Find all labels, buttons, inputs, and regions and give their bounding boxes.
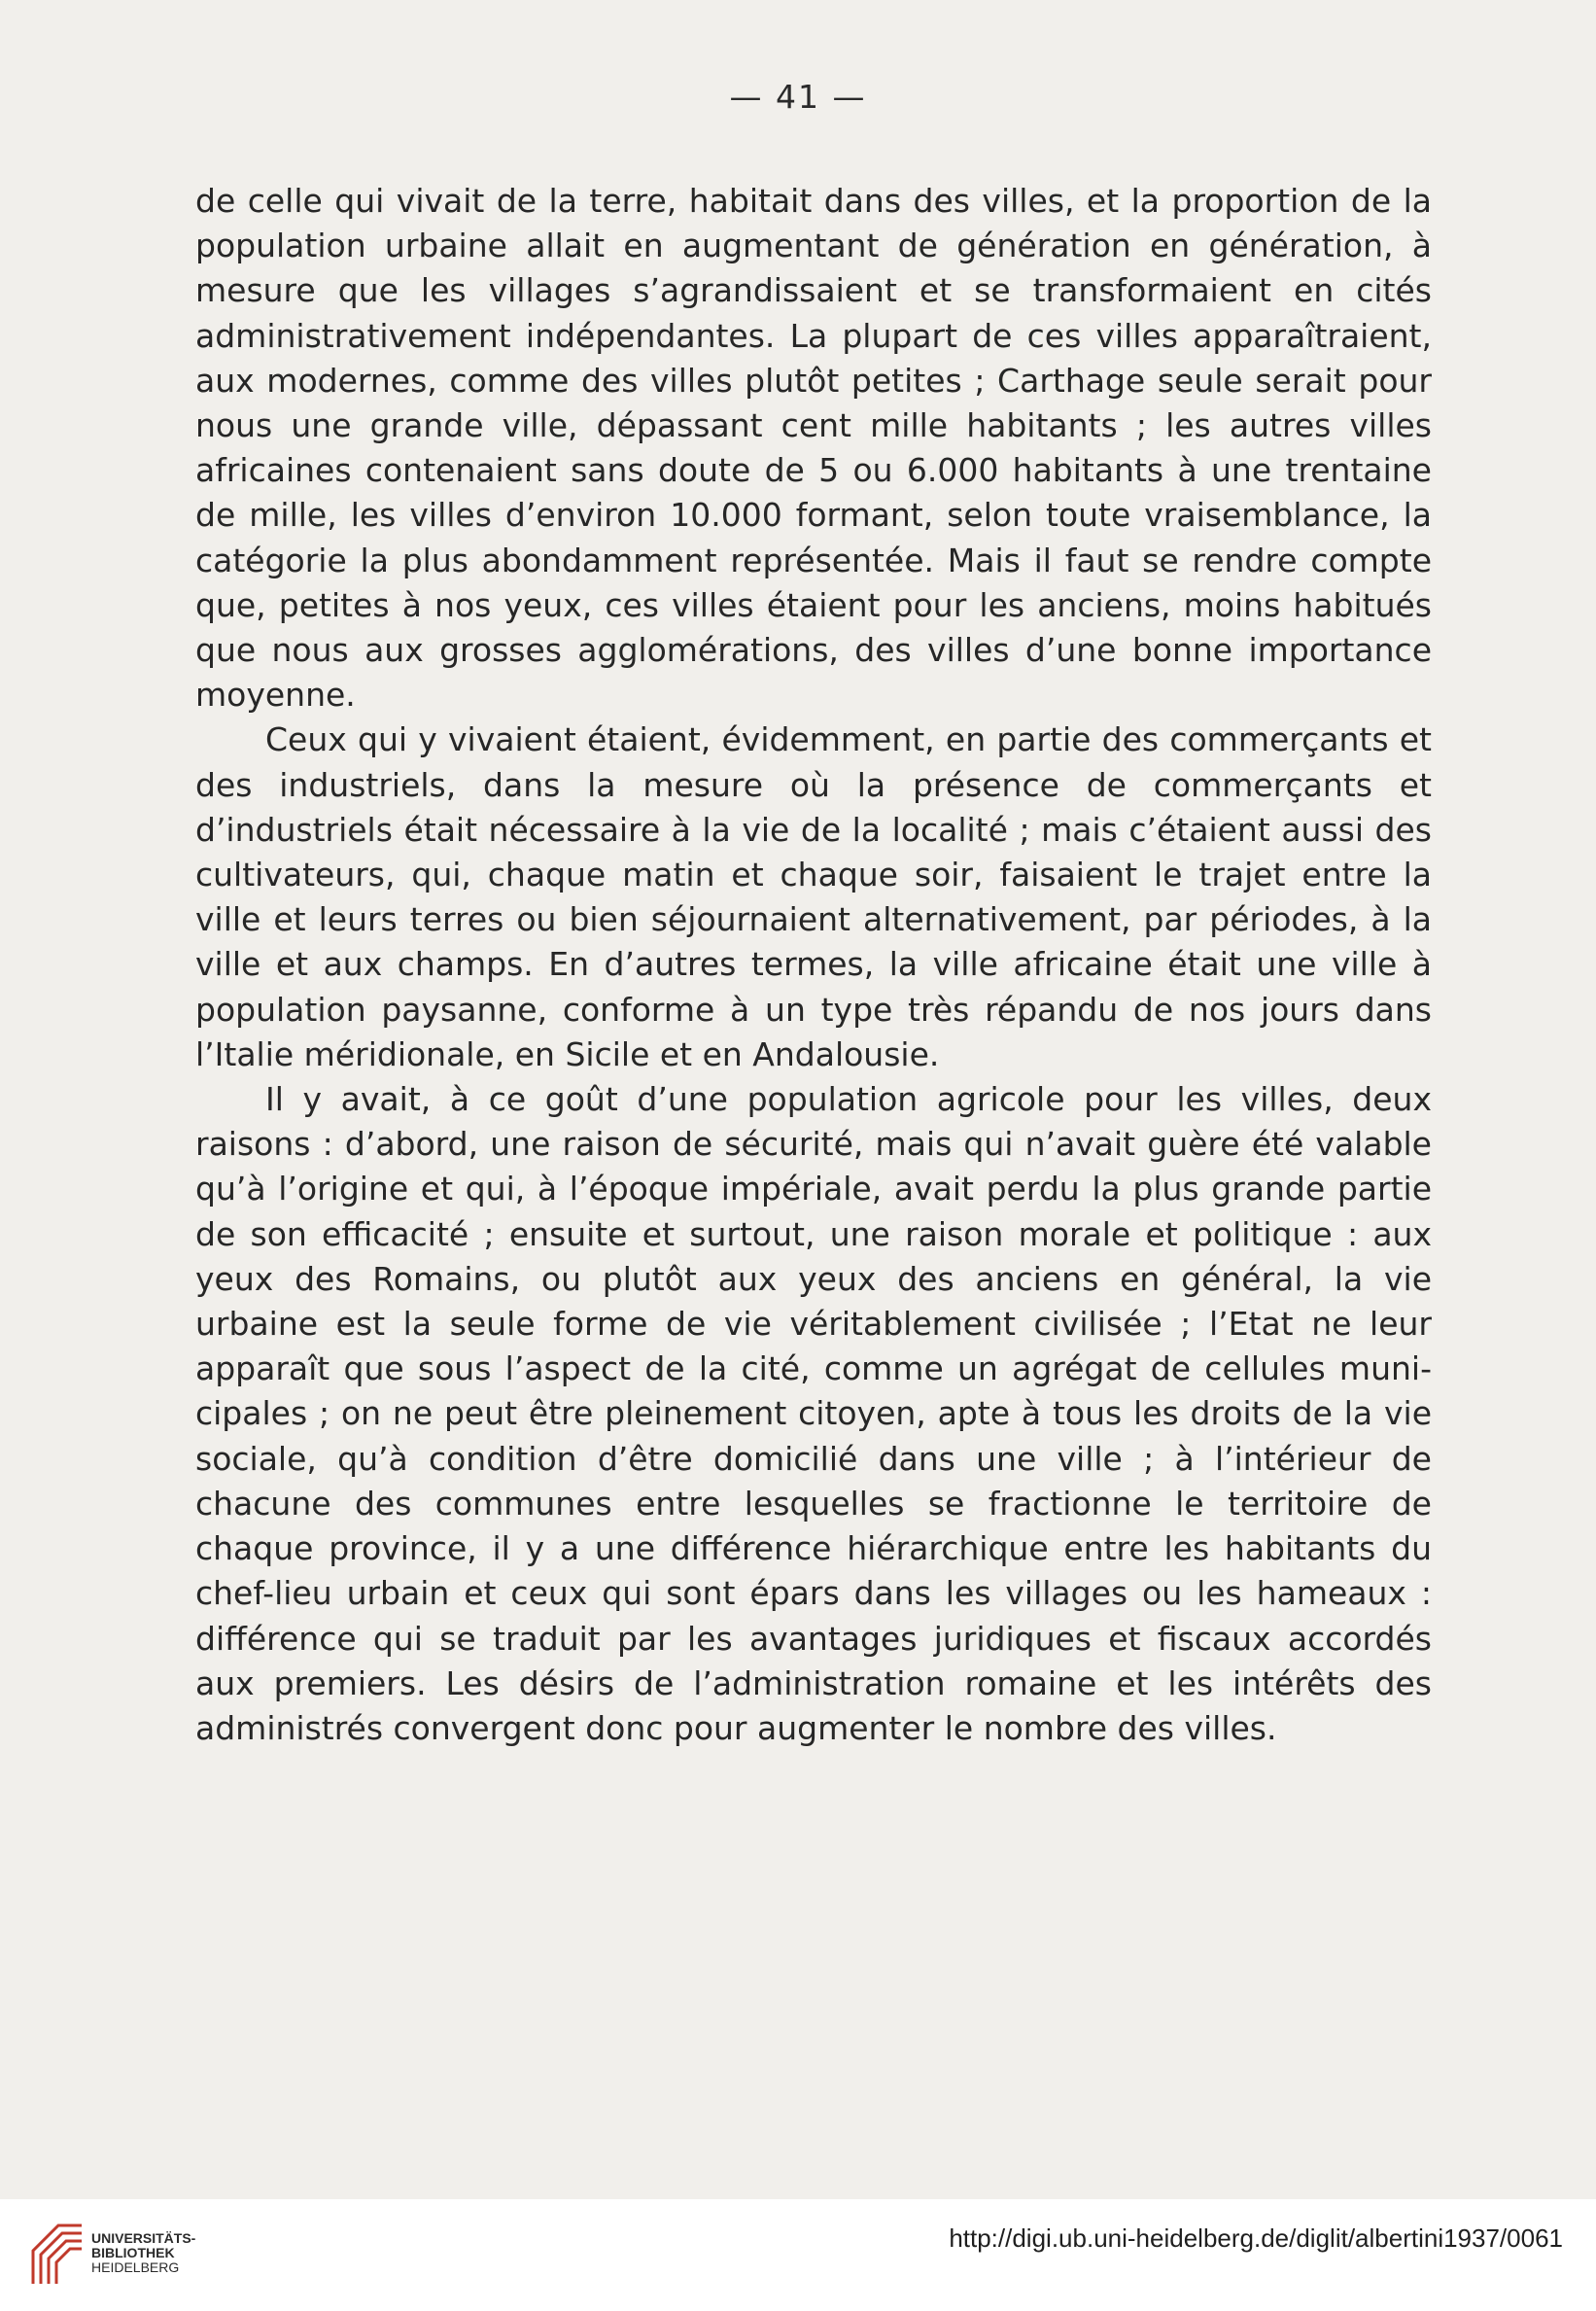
paragraph-1: de celle qui vivait de la terre, habitait dans des villes, et la proportion de la population urbaine allait en augmentant de génération en génération, à mesure que les villages s’agrandissaient et se transformaient en cités administrativement indépendantes. La plupart de ces villes apparaîtraient, aux modernes, comme des villes plutôt petites ; Carthage seule serait pour nous une grande ville, dépassant cent mille habitants ; les autres villes africaines contenaient sans doute de 5 ou 6.000 habitants à une trentaine de mille, les villes d’environ 10.000 formant, selon toute vraisemblance, la catégorie la plus abondamment représentée. Mais il faut se rendre compte que, petites à nos yeux, ces villes étaient pour les anciens, moins habitués que nous aux grosses agglomérations, des villes d’une bonne importance moyenne. [195,182,1432,715]
footer-bar [0,2199,1596,2311]
paragraph-2: Ceux qui y vivaient étaient, évidemment, en partie des commerçants et des industriels, dans la mesure où la présence de commerçants et d’industriels était nécessaire à la vie de la localité ; mais c’étaient aussi des cultivateurs, qui, chaque matin et chaque soir, faisaient le trajet entre la ville et leurs terres ou bien séjournaient alternativement, par périodes, à la ville et aux champs. En d’autres termes, la ville africaine était une ville à population paysanne, conforme à un type très répandu de nos jours dans l’Italie méridionale, en Sicile et en Andalousie. [195,720,1432,1073]
library-name [91,2231,195,2275]
body-text [195,179,1432,1751]
library-logo-icon [29,2222,86,2288]
library-name-line-2: BIBLIOTHEK [91,2245,175,2260]
paragraph-3: Il y avait, à ce goût d’une population agricole pour les villes, deux raisons : d’abord, une raison de sécurité, mais qui n’avait guère été valable qu’à l’origine et qui, à l’époque impériale, avait perdu la plus grande partie de son efficacité ; ensuite et surtout, une raison morale et politique : aux yeux des Romains, ou plutôt aux yeux des anciens en général, la vie urbaine est la seule forme de vie véritablement civilisée ; l’Etat ne leur apparaît que sous l’aspect de la cité, comme un agrégat de cellules municipales ; on ne peut être pleinement citoyen, apte à tous les droits de la vie sociale, qu’à condition d’être domicilié dans une ville ; à l’intérieur de chacune des communes entre lesquelles se fractionne le territoire de chaque province, il y a une différence hiérarchique entre les habitants du chef-lieu urbain et ceux qui sont épars dans les villages ou les hameaux : différence qui se traduit par les avantages juridiques et fiscaux accordés aux premiers. Les désirs de l’administration romaine et les intérêts des administrés convergent donc pour augmenter le nombre des villes. [195,1080,1432,1747]
source-url-link[interactable]: http://digi.ub.uni-heidelberg.de/diglit/albertini1937/0061 [949,2223,1563,2253]
page-number: — 41 — [729,78,867,116]
library-name-line-3: HEIDELBERG [91,2259,180,2275]
library-name-line-1: UNIVERSITÄTS- [91,2230,196,2246]
